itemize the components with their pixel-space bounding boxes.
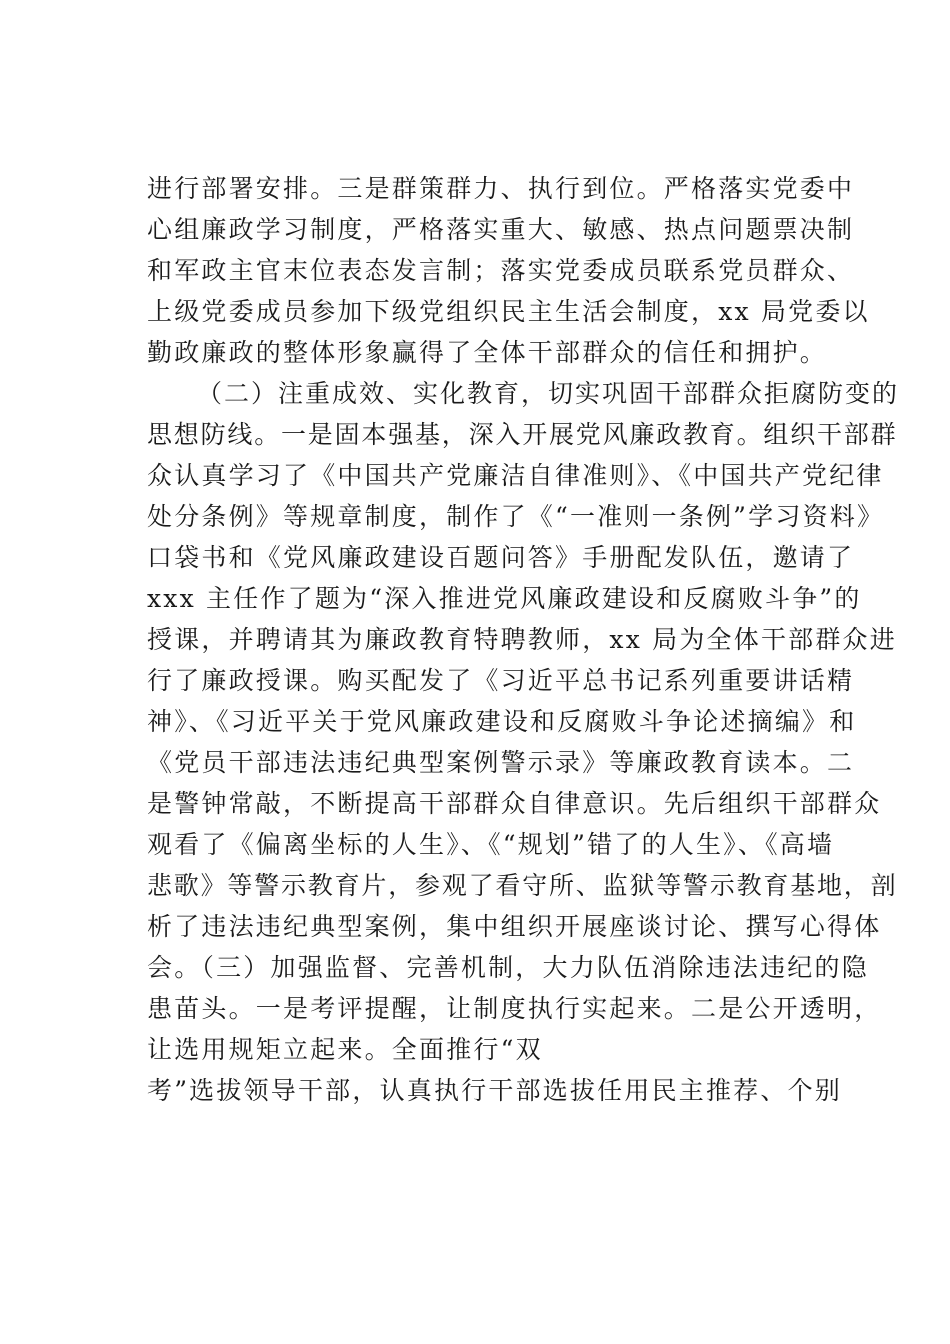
text-line: xxx 主任作了题为“深入推进党风廉政建设和反腐败斗争”的 [147,584,862,613]
text-line: 考”选拔领导干部，认真执行干部选拔任用民主推荐、个别 [147,1076,842,1105]
text-line: 观看了《偏离坐标的人生》、《“规划”错了的人生》、《高墙 [147,830,835,859]
text-line: 勤政廉政的整体形象赢得了全体干部群众的信任和拥护。 [147,338,828,367]
text-line: 析了违法违纪典型案例，集中组织开展座谈讨论、撰写心得体 [147,912,882,941]
text-line: 行了廉政授课。购买配发了《习近平总书记系列重要讲话精 [147,666,855,695]
text-line: 上级党委成员参加下级党组织民主生活会制度，xx 局党委以 [147,297,870,326]
text-line: 《党员干部违法违纪典型案例警示录》等廉政教育读本。二 [147,748,855,777]
text-line: 会。（三）加强监督、完善机制，大力队伍消除违法违纪的隐 [147,953,869,982]
text-line: 患苗头。一是考评提醒，让制度执行实起来。二是公开透明， [147,994,882,1023]
text-line: 思想防线。一是固本强基，深入开展党风廉政教育。组织干部群 [147,420,898,449]
text-line: 心组廉政学习制度，严格落实重大、敏感、热点问题票决制 [147,215,855,244]
text-line: 悲歌》等警示教育片，参观了看守所、监狱等警示教育基地，剖 [147,871,898,900]
text-line: 进行部署安排。三是群策群力、执行到位。严格落实党委中 [147,174,855,203]
text-line: 口袋书和《党风廉政建设百题问答》手册配发队伍，邀请了 [147,543,855,572]
text-line: 授课，并聘请其为廉政教育特聘教师，xx 局为全体干部群众进 [147,625,897,654]
paragraph-start-line: （二）注重成效、实化教育，切实巩固干部群众拒腐防变的 [197,379,900,408]
text-line: 是警钟常敲，不断提高干部群众自律意识。先后组织干部群众 [147,789,882,818]
text-line: 众认真学习了《中国共产党廉洁自律准则》、《中国共产党纪律 [147,461,884,490]
text-line: 处分条例》等规章制度，制作了《“一准则一条例”学习资料》 [147,502,885,531]
text-line: 和军政主官末位表态发言制；落实党委成员联系党员群众、 [147,256,855,285]
text-line: 神》、《习近平关于党风廉政建设和反腐败斗争论述摘编》和 [147,707,857,736]
text-line: 让选用规矩立起来。全面推行“双 [147,1035,543,1064]
